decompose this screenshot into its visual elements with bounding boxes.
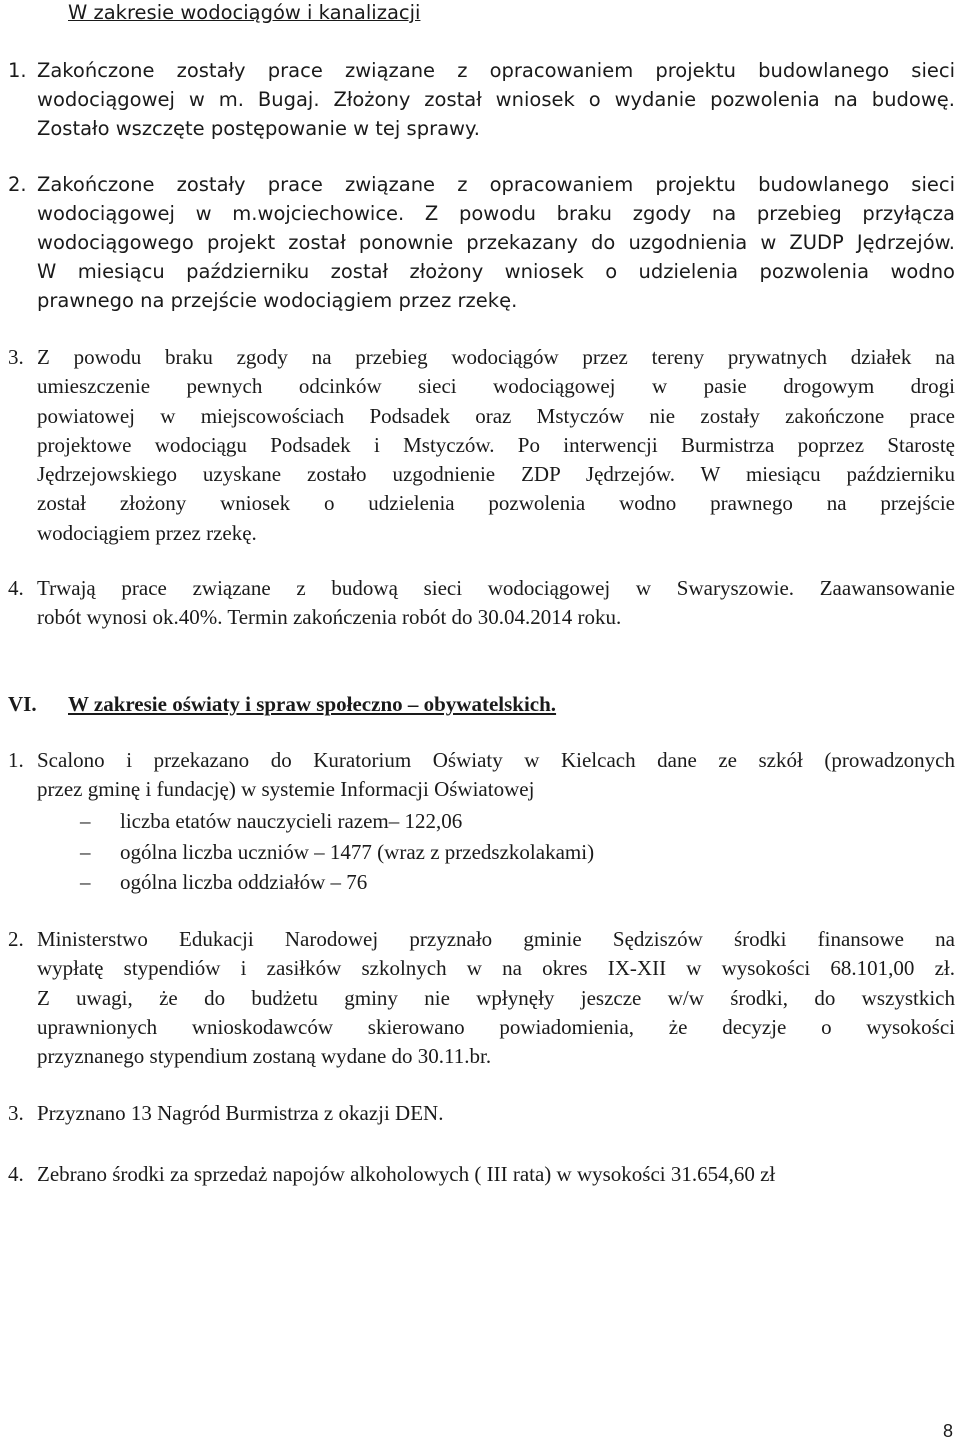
- text-line: wodociągowej w m. Bugaj. Złożony został wniosek o wydanie pozwolenia na budowę.: [37, 88, 955, 111]
- item-number: 4.: [8, 576, 24, 600]
- dash-bullet-icon: –: [80, 870, 91, 894]
- water-item-4: [37, 574, 955, 633]
- section-number: VI.: [8, 692, 37, 716]
- education-item-1: [37, 746, 955, 805]
- text-line: wodociągowej w m.wojciechowice. Z powodu braku zgody na przebieg przyłącza: [37, 202, 955, 225]
- text-line: Zakończone zostały prace związane z opracowaniem projektu budowlanego sieci: [37, 173, 955, 196]
- education-item-2: [37, 925, 955, 1071]
- text-line: Przyznano 13 Nagród Burmistrza z okazji DEN.: [37, 1101, 444, 1125]
- text-line: Jędrzejowskiego uzyskane zostało uzgodnienie ZDP Jędrzejów. W miesiącu październiku: [37, 462, 955, 487]
- education-item-3: [37, 1099, 955, 1128]
- item-number: 2.: [8, 173, 27, 196]
- item-number: 1.: [8, 59, 27, 82]
- item-number: 3.: [8, 1101, 24, 1125]
- water-item-3: [37, 343, 955, 548]
- text-line: Z uwagi, że do budżetu gminy nie wpłynęły jeszcze w/w środki, do wszystkich: [37, 985, 955, 1010]
- text-line: przez gminę i fundację) w systemie Informacji Oświatowej: [37, 777, 535, 802]
- text-line: uprawnionych wnioskodawców skierowano powiadomienia, że decyzje o wysokości: [37, 1014, 955, 1039]
- water-item-1: [37, 56, 955, 143]
- bullet-item: [80, 837, 594, 867]
- text-line: przyznanego stypendium zostaną wydane do 30.11.br.: [37, 1044, 492, 1069]
- text-line: Zostało wszczęte postępowanie w tej sprawy.: [37, 117, 480, 140]
- item-number: 4.: [8, 1162, 24, 1186]
- text-line: projektowe wodociągu Podsadek i Mstyczów. Po interwencji Burmistrza poprzez Starostę: [37, 432, 955, 457]
- text-line: umieszczenie pewnych odcinków sieci wodociągowej w pasie drogowym drogi: [37, 374, 955, 399]
- bullet-item: [80, 806, 462, 836]
- text-line: robót wynosi ok.40%. Termin zakończenia robót do 30.04.2014 roku.: [37, 605, 622, 630]
- section-heading-education: W zakresie oświaty i spraw społeczno – obywatelskich.: [68, 692, 557, 716]
- text-line: Z powodu braku zgody na przebieg wodociągów przez tereny prywatnych działek na: [37, 345, 955, 369]
- page-number: 8: [943, 1421, 954, 1441]
- text-line: Ministerstwo Edukacji Narodowej przyznało gminie Sędziszów środki finansowe na: [37, 927, 955, 951]
- text-line: wypłatę stypendiów i zasiłków szkolnych w na okres IX-XII w wysokości 68.101,00 zł.: [37, 956, 955, 981]
- item-number: 2.: [8, 927, 24, 951]
- text-line: powiatowej w miejscowościach Podsadek oraz Mstyczów nie zostały zakończone prace: [37, 403, 955, 428]
- text-line: został złożony wniosek o udzielenia pozwolenia wodno prawnego na przejście: [37, 491, 955, 516]
- water-item-2: [37, 170, 955, 315]
- item-number: 1.: [8, 748, 24, 772]
- item-number: 3.: [8, 345, 24, 369]
- text-line: W miesiącu październiku został złożony wniosek o udzielenia pozwolenia wodno: [37, 260, 955, 283]
- text-line: prawnego na przejście wodociągiem przez rzekę.: [37, 289, 518, 312]
- text-line: Zakończone zostały prace związane z opracowaniem projektu budowlanego sieci: [37, 59, 955, 82]
- bullet-item: [80, 867, 367, 897]
- dash-bullet-icon: –: [80, 809, 91, 833]
- dash-bullet-icon: –: [80, 840, 91, 864]
- text-line: wodociągiem przez rzekę.: [37, 520, 257, 545]
- education-item-4: [37, 1160, 955, 1189]
- bullet-text: ogólna liczba oddziałów – 76: [120, 870, 368, 894]
- section-heading-water: W zakresie wodociągów i kanalizacji: [68, 1, 421, 24]
- text-line: Zebrano środki za sprzedaż napojów alkoholowych ( III rata) w wysokości 31.654,60 zł: [37, 1162, 776, 1186]
- text-line: Scalono i przekazano do Kuratorium Oświaty w Kielcach dane ze szkół (prowadzonych: [37, 748, 955, 772]
- text-line: wodociągowego projekt został ponownie przekazany do uzgodnienia w ZUDP Jędrzejów.: [37, 231, 955, 254]
- bullet-text: liczba etatów nauczycieli razem– 122,06: [120, 809, 463, 833]
- bullet-text: ogólna liczba uczniów – 1477 (wraz z przedszkolakami): [120, 840, 595, 864]
- text-line: Trwają prace związane z budową sieci wodociągowej w Swaryszowie. Zaawansowanie: [37, 576, 955, 600]
